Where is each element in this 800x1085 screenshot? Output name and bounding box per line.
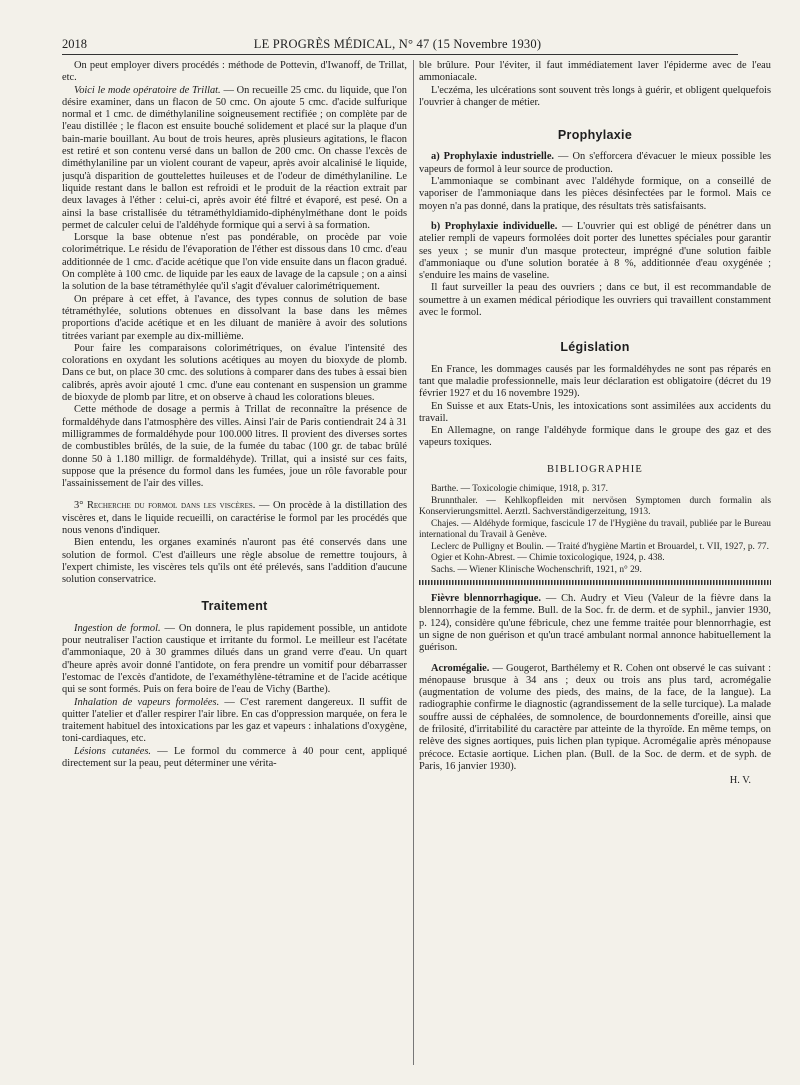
paragraph	[419, 593, 771, 654]
lead-text: Lésions cutanées.	[74, 745, 152, 757]
lead-text: b) Prophylaxie individuelle.	[431, 220, 558, 232]
bibliography-entry: Chajes. — Aldéhyde formique, fascicule 17 de l'Hygiène du travail, publiée par le Bureau international du Travail à Genève.	[419, 518, 771, 541]
paragraph	[62, 746, 407, 771]
journal-title: LE PROGRÈS MÉDICAL, N° 47 (15 Novembre 1930)	[253, 37, 542, 51]
paragraph: On peut employer divers procédés : méthode de Pottevin, d'Iwanoff, de Trillat, etc.	[62, 60, 407, 84]
paragraph: Pour faire les comparaisons colorimétriques, on évalue l'intensité des colorations en oxydant les solutions acétiques au moyen du bioxyde de plomb. Dans ce but, on place 30 cmc. des solutions à comparer dans des tubes à essai bien calibrés, après avoir ajouté 1 cmc. d'une eau contenant en suspension un gramme de bioxyde de plomb par litre, et on observe à chaud les colorations bleues.	[62, 342, 407, 404]
paragraph: Il faut surveiller la peau des ouvriers ; dans ce but, il est recommandable de soumettre à un examen médical périodique les ouvriers qui travaillent constamment avec le formol.	[419, 282, 771, 319]
section-title-traitement: Traitement	[201, 599, 268, 614]
body-text: — On recueille 25 cmc. du liquide, que l'on désire examiner, dans un flacon de 50 cmc. On ajoute 5 cmc. d'acide sulfurique normal et 1 cmc. de diméthylaniline soigneusement rectifiée ; on complète par de l'eau distillée ; le flacon est ensuite bouché solidement et placé sur la plaque d'un bain-marie bouillant. Au bout de trois heures, après plusieurs agitations, le flacon est retiré et son contenu versé dans un ballon de 200 cmc. On chasse l'excès de diméthylaniline par un violent courant de vapeur, après avoir alcalinisé le liquide, jusqu'à disparition de gouttelettes huileuses et de l'odeur de diméthylaniline. Le liquide restant dans le ballon est refroidi et le produit de la réaction extrait par deux lavages à l'éther : celui-ci, après avoir été filtré et évaporé, est pesé. On a ainsi la base cristallisée du tétraméthyldiamido-diphénylméthane dont le poids permet de calculer celui de l'aldéhyde formique qui a servi à sa formation.	[62, 84, 407, 231]
paragraph	[419, 663, 771, 774]
section-title-bibliographie: BIBLIOGRAPHIE	[546, 463, 644, 475]
paragraph	[62, 500, 407, 537]
paragraph: Lorsque la base obtenue n'est pas pondérable, on procède par voie colorimétrique. Le résidu de l'évaporation de l'éther est dissous dans 10 cmc. d'eau additionnée de 1 cmc. d'acide acétique que l'on vide ensuite dans un flacon gradué. On complète à 100 cmc. de liquide par les eaux de lavage de la capsule ; on a ainsi la solution de la base tétraméthylée qu'il s'agit d'évaluer calorimétriquement.	[62, 232, 407, 293]
bibliography-list	[419, 484, 771, 576]
paragraph: On prépare à cet effet, à l'avance, des types connus de solution de base tétraméthylée, solutions obtenues en dissolvant la base dans les mêmes proportions d'acide acétique et en les diluant de manière à avoir des solutions titrées variant par exemple au dix-millième.	[62, 293, 407, 342]
paragraph	[419, 221, 771, 282]
paragraph: Bien entendu, les organes examinés n'auront pas été conservés dans une solution de formol. C'est d'ailleurs une règle absolue de remettre toujours, à l'expert chimiste, les viscères tels qu'ils ont été prélevés, sans l'addition d'aucune solution conservatrice.	[62, 537, 407, 586]
paragraph: En France, les dommages causés par les formaldéhydes ne sont pas réparés en tant que maladie professionnelle, mais leur déclaration est obligatoire (décret du 19 février 1927 et du 16 novembre 1929).	[419, 363, 771, 400]
bibliography-entry: Ogier et Kohn-Abrest. — Chimie toxicologique, 1924, p. 438.	[431, 553, 665, 564]
section-title-prophylaxie: Prophylaxie	[557, 128, 633, 143]
paragraph: Cette méthode de dosage a permis à Trillat de reconnaître la présence de formaldéhyde dans l'atmosphère des villes. Ainsi l'air de Paris contiendrait 24 à 31 milligrammes de formaldéhyde pour 100.000 litres. Il provient des diverses sortes de combustibles brûlés, de la suie, de la fumée du tabac (100 gr. de tabac brûlé donne 50 à 1.180 milligr. de formaldéhyde). Trillat, qui a insisté sur ces faits, suppose que la présence du formol dans les fumées, joue un rôle favorable pour l'assainissement de l'air des villes.	[62, 404, 407, 490]
body-text: — On donnera, le plus rapidement possible, un antidote pour neutraliser l'action caustique et irritante du formol. Le meilleur est l'acétate d'ammoniaque, 20 à 30 grammes dilués dans un grand verre d'eau. Un quart d'heure après avoir donné l'antidote, on fera prendre un vomitif pour débarrasser l'estomac de l'excès d'antidote, de l'examéthylène-tétramine et de l'acide acétique qui se sont formés. Puis on fera boire de l'eau de Vichy (Barthe).	[62, 622, 407, 696]
body-text: — Le formol du commerce à 40 pour cent, appliqué directement sur la peau, peut déterminer une vérita-	[62, 745, 407, 770]
body-text: — On procède à la distillation des viscères et, dans le liquide recueilli, on caractérise le formol par les procédés que nous venons d'indiquer.	[62, 500, 407, 536]
lead-text: Voici le mode opératoire de Trillat.	[74, 84, 221, 96]
author-signature: H. V.	[729, 775, 751, 787]
column-divider	[413, 60, 414, 1065]
lead-text: 3° Recherche du formol dans les viscères.	[74, 500, 256, 512]
paragraph: L'eczéma, les ulcérations sont souvent très longs à guérir, et obligent quelquefois l'ouvrier à changer de métier.	[419, 84, 771, 108]
bibliography-entry: Sachs. — Wiener Klinische Wochenschrift, 1921, n° 29.	[431, 564, 642, 575]
body-text: — Ch. Audry et Vieu (Valeur de la fièvre dans la blennorrhagie de la femme. Bull. de la Soc. fr. de derm. et de syphil., janvier 1930, p. 124), considère qu'une fébricule, chez une femme traitée pour blennorrhagie, est un signe de non guérison et qu'un tracé ambulant normal annonce habituellement la guérison.	[419, 593, 771, 654]
section-title-legislation: Législation	[560, 340, 630, 355]
left-column	[62, 60, 407, 1069]
paragraph	[62, 697, 407, 746]
dotted-separator	[419, 580, 771, 585]
paragraph	[62, 623, 407, 697]
paragraph: ble brûlure. Pour l'éviter, il faut immédiatement laver l'épiderme avec de l'eau ammoniacale.	[419, 60, 771, 84]
bibliography-entry: Brunnthaler. — Kehlkopfleiden mit nervösen Symptomen durch formalin als Konservierungsmittel. Aerztl. Sachverständigerzeitung, 1913.	[419, 495, 771, 518]
body-text: — C'est rarement dangereux. Il suffit de quitter l'atelier et d'aller respirer l'air libre. En cas d'oppression marquée, on fera le traitement habituel des intoxications par les gaz et vapeurs : inhalations d'oxygène, toni-cardiaques, etc.	[62, 696, 407, 745]
lead-text: Inhalation de vapeurs formolées.	[74, 696, 220, 708]
paragraph: En Allemagne, on range l'aldéhyde formique dans le groupe des gaz et des vapeurs toxiques.	[419, 425, 771, 449]
paragraph: L'ammoniaque se combinant avec l'aldéhyde formique, on a conseillé de vaporiser de l'ammoniaque dans les pièces désinfectées par le formol. Mais ce moyen n'a pas donné, dans la pratique, des résultats très satisfaisants.	[419, 176, 771, 212]
paragraph	[62, 85, 407, 233]
bibliography-entry: Leclerc de Pulligny et Boulin. — Traité d'hygiène Martin et Brouardel, t. VII, 1927, p. 77.	[431, 541, 769, 552]
lead-text: a) Prophylaxie industrielle.	[431, 151, 555, 163]
lead-text: Acromégalie.	[431, 662, 490, 674]
page-number: 2018	[62, 37, 87, 51]
right-column	[419, 60, 771, 1069]
page-header	[62, 32, 738, 55]
body-text: — L'ouvrier qui est obligé de pénétrer dans un atelier rempli de vapeurs formolées doit porter des lunettes spéciales pour garantir ses yeux ; se munir d'un masque protecteur, imprégné d'une solution faible d'ammoniaque ou d'une solution boratée à 8 %, additionnée d'eau oxygénée ; s'enduire les mains de vaseline.	[419, 220, 771, 282]
bibliography-entry: Barthe. — Toxicologie chimique, 1918, p. 317.	[431, 484, 609, 495]
paragraph	[419, 151, 771, 176]
body-text: — Gougerot, Barthélemy et R. Cohen ont observé le cas suivant : ménopause brusque à 34 ans ; deux ou trois ans plus tard, acromégalie (augmentation de volume des pieds, des mains, de la face, de la langue). La radiographie confirme le diagnostic (agrandissement de la selle turcique). La malade souffre aussi de céphalées, de somnolence, de bourdonnements d'oreille, ainsi que de frilosité, d'irritabilité du caractère par atteinte de la thyroïde. En même temps, on relève des signes aortiques, puis lichen plan typique. Acromégalie après ménopause précoce. Ectasie aortique. Lichen plan. (Bull. de la Soc. de derm. et de syph. de Paris, 16 janvier 1930).	[419, 662, 771, 772]
lead-text: Fièvre blennorrhagique.	[431, 593, 542, 605]
paragraph: En Suisse et aux Etats-Unis, les intoxications sont assimilées aux accidents du travail.	[419, 400, 771, 424]
lead-text: Ingestion de formol.	[74, 622, 161, 634]
body-text: — On s'efforcera d'évacuer le mieux possible les vapeurs de formol à leur source de production.	[419, 151, 771, 175]
